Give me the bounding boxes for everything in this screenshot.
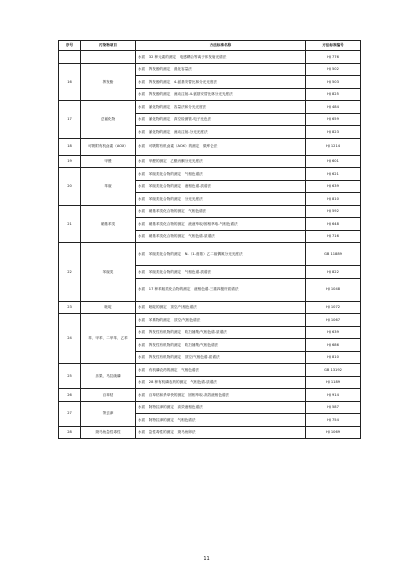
method-name: 水质 挥发酚的测定 4-氨基安替比林分光光度法 — [136, 76, 306, 89]
pollutant-item: 挥发酚 — [81, 63, 136, 101]
method-name: 水质 苯系物的测定 顶空/气相色谱法 — [136, 314, 306, 327]
table-row — [59, 51, 361, 64]
row-number: 19 — [59, 155, 81, 168]
method-code: HJ 686 — [306, 339, 361, 352]
method-code: HJ 776 — [306, 51, 361, 64]
method-code: HJ 601 — [306, 155, 361, 168]
header-item: 污染物项目 — [81, 41, 136, 51]
method-name: 水质 甲醛的测定 乙酰丙酮分光光度法 — [136, 155, 306, 168]
method-name: 水质 阿特拉津的测定 气相色谱法 — [136, 414, 306, 427]
method-name: 水质 挥发酚的测定 溴化容量法 — [136, 63, 306, 76]
method-name: 水质 吡啶的测定 顶空/气相色谱法 — [136, 301, 306, 314]
table-row — [59, 426, 361, 439]
row-number: 25 — [59, 364, 81, 389]
page-number: 11 — [203, 556, 210, 562]
method-code: HJ 810 — [306, 351, 361, 364]
method-name: 水质 苯胺类化合物的测定 N-（1-萘基）乙二胺偶氮分光光度法 — [136, 243, 306, 266]
table-row — [59, 243, 361, 266]
row-number: 26 — [59, 389, 81, 402]
method-name: 水质 阿特拉津的测定 高效液相色谱法 — [136, 401, 306, 414]
method-code: HJ 592 — [306, 205, 361, 218]
table-row — [59, 314, 361, 327]
table-row — [59, 389, 361, 402]
method-name: 水质 硝基苯类化合物的测定 气相色谱法 — [136, 205, 306, 218]
method-code: HJ 716 — [306, 230, 361, 243]
method-name: 水质 苯胺类化合物的测定 气相色谱法 — [136, 168, 306, 181]
method-code: HJ 659 — [306, 113, 361, 126]
pollutant-item: 硝基苯类 — [81, 205, 136, 243]
row-number: 17 — [59, 101, 81, 139]
method-name: 水质 苯胺类化合物的测定 分光光度法 — [136, 193, 306, 206]
header-method: 方法标准名称 — [136, 41, 306, 51]
method-name: 水质 硝基苯类化合物的测定 气相色谱-质谱法 — [136, 230, 306, 243]
row-number — [59, 51, 81, 64]
method-code: GB 11889 — [306, 243, 361, 266]
method-name: 水质 挥发性有机物的测定 吹扫捕集/气相色谱-质谱法 — [136, 326, 306, 339]
method-name: 水质 硝基苯类化合物的测定 液液萃取/固相萃取-气相色谱法 — [136, 218, 306, 231]
method-code: HJ 1189 — [306, 376, 361, 389]
pollutant-item: 总氰化物 — [81, 101, 136, 139]
row-number: 21 — [59, 205, 81, 243]
row-number: 20 — [59, 168, 81, 206]
table-row — [59, 168, 361, 181]
method-code: HJ 822 — [306, 266, 361, 279]
method-name: 水质 百草枯和杀草快的测定 固相萃取-高效液相色谱法 — [136, 389, 306, 402]
method-code: HJ 587 — [306, 401, 361, 414]
method-name: 水质 可吸附有机卤素（AOX）的测定 微库仑法 — [136, 138, 306, 155]
method-code: HJ 1072 — [306, 301, 361, 314]
row-number: 24 — [59, 314, 81, 364]
method-name: 水质 挥发酚的测定 流动注射-4-氨基安替比林分光光度法 — [136, 88, 306, 101]
method-code: HJ 503 — [306, 76, 361, 89]
table-row — [59, 401, 361, 414]
pollutant-item: 乐果、马拉硫磷 — [81, 364, 136, 389]
row-number: 18 — [59, 138, 81, 155]
method-code: HJ 1069 — [306, 426, 361, 439]
method-code: HJ 621 — [306, 168, 361, 181]
pollutant-item: 可吸附有机卤素（AOX） — [81, 138, 136, 155]
method-standards-table — [58, 40, 361, 439]
method-code: HJ 1214 — [306, 138, 361, 155]
table-row — [59, 364, 361, 377]
pollutant-item: 吡啶 — [81, 301, 136, 314]
pollutant-item: 莠去津 — [81, 401, 136, 426]
method-code: HJ 484 — [306, 101, 361, 114]
method-code: HJ 639 — [306, 180, 361, 193]
method-code: HJ 502 — [306, 63, 361, 76]
table-row — [59, 205, 361, 218]
method-name: 水质 32 种元素的测定 电感耦合等离子体发射光谱法 — [136, 51, 306, 64]
pollutant-item — [81, 51, 136, 64]
table-row — [59, 63, 361, 76]
method-name: 水质 挥发性有机物的测定 吹扫捕集/气相色谱法 — [136, 339, 306, 352]
row-number: 16 — [59, 63, 81, 101]
pollutant-item: 斑马鱼急性毒性 — [81, 426, 136, 439]
method-code: GB 13192 — [306, 364, 361, 377]
method-name: 水质 挥发性有机物的测定 顶空/气相色谱-质谱法 — [136, 351, 306, 364]
method-code: HJ 914 — [306, 389, 361, 402]
pollutant-item: 百草枯 — [81, 389, 136, 402]
method-name: 水质 17 种苯胺类化合物的测定 液相色谱-三重四极杆质谱法 — [136, 278, 306, 301]
row-number: 28 — [59, 426, 81, 439]
method-code: HJ 810 — [306, 193, 361, 206]
method-name: 水质 有机磷农药的测定 气相色谱法 — [136, 364, 306, 377]
method-name: 水质 28 种有机磷农药的测定 气相色谱-质谱法 — [136, 376, 306, 389]
method-code: HJ 825 — [306, 88, 361, 101]
pollutant-item: 苯胺类 — [81, 243, 136, 302]
pollutant-item: 甲醛 — [81, 155, 136, 168]
method-code: HJ 1048 — [306, 278, 361, 301]
table-row — [59, 155, 361, 168]
table-row — [59, 301, 361, 314]
method-code: HJ 648 — [306, 218, 361, 231]
header-code: 方法标准编号 — [306, 41, 361, 51]
pollutant-item: 苯、甲苯、二甲苯、乙苯 — [81, 314, 136, 364]
method-code: HJ 823 — [306, 126, 361, 139]
table-body — [59, 51, 361, 439]
method-name: 水质 氰化物的测定 流动注射-分光光度法 — [136, 126, 306, 139]
method-code: HJ 639 — [306, 326, 361, 339]
table-row — [59, 138, 361, 155]
row-number: 23 — [59, 301, 81, 314]
method-code: HJ 754 — [306, 414, 361, 427]
table-row — [59, 101, 361, 114]
method-code: HJ 1067 — [306, 314, 361, 327]
method-name: 水质 苯胺类化合物的测定 气相色谱-质谱法 — [136, 266, 306, 279]
method-name: 水质 急性毒性的测定 斑马鱼卵法 — [136, 426, 306, 439]
pollutant-item: 苯胺 — [81, 168, 136, 206]
method-name: 水质 氰化物的测定 容量法和分光光度法 — [136, 101, 306, 114]
method-name: 水质 苯胺类化合物的测定 液相色谱-质谱法 — [136, 180, 306, 193]
row-number: 27 — [59, 401, 81, 426]
method-name: 水质 氰化物的测定 真空检测管-电子比色法 — [136, 113, 306, 126]
table-header-row — [59, 41, 361, 51]
row-number: 22 — [59, 243, 81, 302]
header-no: 序号 — [59, 41, 81, 51]
